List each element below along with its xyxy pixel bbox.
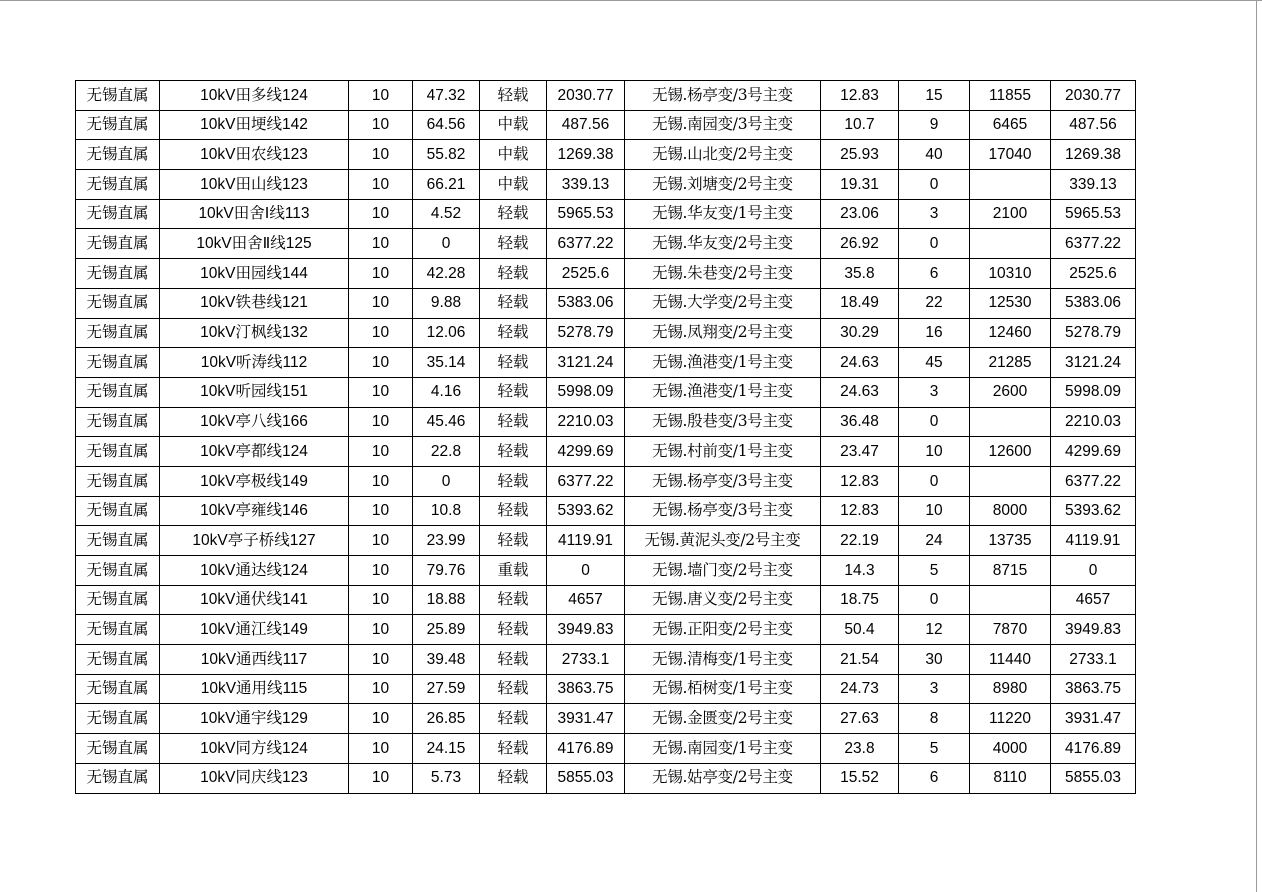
load-rate-cell: 55.82 <box>413 140 480 170</box>
transformer-load-rate-cell: 12.83 <box>821 81 899 111</box>
load-status-cell: 轻载 <box>480 466 547 496</box>
count-cell: 22 <box>899 288 970 318</box>
remaining-capacity-cell: 2733.1 <box>1051 645 1136 675</box>
count-cell: 12 <box>899 615 970 645</box>
transformer-load-rate-cell: 25.93 <box>821 140 899 170</box>
load-rate-cell: 42.28 <box>413 259 480 289</box>
load-status-cell: 轻载 <box>480 615 547 645</box>
load-rate-cell: 22.8 <box>413 437 480 467</box>
capacity-cell <box>970 229 1051 259</box>
available-capacity-cell: 5393.62 <box>547 496 625 526</box>
feeder-line-cell: 10kV同庆线123 <box>160 763 349 793</box>
load-status-cell: 轻载 <box>480 496 547 526</box>
feeder-line-cell: 10kV听园线151 <box>160 377 349 407</box>
feeder-line-cell: 10kV汀枫线132 <box>160 318 349 348</box>
count-cell: 9 <box>899 110 970 140</box>
unit-cell: 无锡直属 <box>76 763 160 793</box>
load-status-cell: 轻载 <box>480 259 547 289</box>
count-cell: 5 <box>899 734 970 764</box>
table-row <box>76 615 1136 645</box>
table-row <box>76 526 1136 556</box>
feeder-line-cell: 10kV通伏线141 <box>160 585 349 615</box>
available-capacity-cell: 4119.91 <box>547 526 625 556</box>
capacity-cell: 10310 <box>970 259 1051 289</box>
available-capacity-cell: 1269.38 <box>547 140 625 170</box>
count-cell: 40 <box>899 140 970 170</box>
capacity-cell: 8715 <box>970 556 1051 586</box>
unit-cell: 无锡直属 <box>76 140 160 170</box>
voltage-cell: 10 <box>349 140 413 170</box>
table-row <box>76 704 1136 734</box>
load-rate-cell: 4.52 <box>413 199 480 229</box>
transformer-load-rate-cell: 19.31 <box>821 170 899 200</box>
load-rate-cell: 5.73 <box>413 763 480 793</box>
count-cell: 3 <box>899 377 970 407</box>
voltage-cell: 10 <box>349 407 413 437</box>
remaining-capacity-cell: 6377.22 <box>1051 229 1136 259</box>
transformer-load-rate-cell: 50.4 <box>821 615 899 645</box>
voltage-cell: 10 <box>349 734 413 764</box>
remaining-capacity-cell: 339.13 <box>1051 170 1136 200</box>
available-capacity-cell: 3863.75 <box>547 674 625 704</box>
count-cell: 0 <box>899 170 970 200</box>
capacity-cell: 11855 <box>970 81 1051 111</box>
voltage-cell: 10 <box>349 585 413 615</box>
table-row <box>76 407 1136 437</box>
capacity-cell: 2600 <box>970 377 1051 407</box>
remaining-capacity-cell: 487.56 <box>1051 110 1136 140</box>
load-rate-cell: 24.15 <box>413 734 480 764</box>
transformer-load-rate-cell: 12.83 <box>821 496 899 526</box>
available-capacity-cell: 0 <box>547 556 625 586</box>
load-status-cell: 轻载 <box>480 288 547 318</box>
capacity-cell: 11220 <box>970 704 1051 734</box>
capacity-cell: 8000 <box>970 496 1051 526</box>
voltage-cell: 10 <box>349 81 413 111</box>
substation-transformer-cell: 无锡.华友变/1号主变 <box>625 199 821 229</box>
voltage-cell: 10 <box>349 348 413 378</box>
table-row <box>76 377 1136 407</box>
voltage-cell: 10 <box>349 229 413 259</box>
load-status-cell: 轻载 <box>480 526 547 556</box>
unit-cell: 无锡直属 <box>76 110 160 140</box>
load-rate-cell: 64.56 <box>413 110 480 140</box>
voltage-cell: 10 <box>349 496 413 526</box>
remaining-capacity-cell: 1269.38 <box>1051 140 1136 170</box>
transformer-load-rate-cell: 27.63 <box>821 704 899 734</box>
transformer-load-rate-cell: 12.83 <box>821 466 899 496</box>
load-status-cell: 轻载 <box>480 318 547 348</box>
feeder-load-table <box>75 80 1136 794</box>
unit-cell: 无锡直属 <box>76 556 160 586</box>
capacity-cell: 8110 <box>970 763 1051 793</box>
unit-cell: 无锡直属 <box>76 229 160 259</box>
load-rate-cell: 66.21 <box>413 170 480 200</box>
substation-transformer-cell: 无锡.殷巷变/3号主变 <box>625 407 821 437</box>
feeder-line-cell: 10kV铁巷线121 <box>160 288 349 318</box>
load-status-cell: 轻载 <box>480 377 547 407</box>
remaining-capacity-cell: 5383.06 <box>1051 288 1136 318</box>
table-row <box>76 556 1136 586</box>
load-rate-cell: 18.88 <box>413 585 480 615</box>
transformer-load-rate-cell: 18.49 <box>821 288 899 318</box>
load-rate-cell: 27.59 <box>413 674 480 704</box>
transformer-load-rate-cell: 23.47 <box>821 437 899 467</box>
capacity-cell: 12530 <box>970 288 1051 318</box>
available-capacity-cell: 6377.22 <box>547 466 625 496</box>
count-cell: 3 <box>899 199 970 229</box>
feeder-line-cell: 10kV通江线149 <box>160 615 349 645</box>
unit-cell: 无锡直属 <box>76 466 160 496</box>
capacity-cell: 6465 <box>970 110 1051 140</box>
unit-cell: 无锡直属 <box>76 645 160 675</box>
voltage-cell: 10 <box>349 556 413 586</box>
available-capacity-cell: 4299.69 <box>547 437 625 467</box>
feeder-line-cell: 10kV田农线123 <box>160 140 349 170</box>
voltage-cell: 10 <box>349 170 413 200</box>
capacity-cell: 2100 <box>970 199 1051 229</box>
available-capacity-cell: 487.56 <box>547 110 625 140</box>
count-cell: 3 <box>899 674 970 704</box>
feeder-line-cell: 10kV田舍Ⅱ线125 <box>160 229 349 259</box>
transformer-load-rate-cell: 10.7 <box>821 110 899 140</box>
count-cell: 30 <box>899 645 970 675</box>
feeder-line-cell: 10kV田埂线142 <box>160 110 349 140</box>
available-capacity-cell: 5855.03 <box>547 763 625 793</box>
count-cell: 45 <box>899 348 970 378</box>
feeder-line-cell: 10kV亭都线124 <box>160 437 349 467</box>
voltage-cell: 10 <box>349 645 413 675</box>
feeder-line-cell: 10kV田舍Ⅰ线113 <box>160 199 349 229</box>
load-status-cell: 轻载 <box>480 645 547 675</box>
unit-cell: 无锡直属 <box>76 199 160 229</box>
load-status-cell: 轻载 <box>480 763 547 793</box>
load-status-cell: 轻载 <box>480 704 547 734</box>
load-rate-cell: 45.46 <box>413 407 480 437</box>
table-row <box>76 110 1136 140</box>
voltage-cell: 10 <box>349 259 413 289</box>
unit-cell: 无锡直属 <box>76 288 160 318</box>
remaining-capacity-cell: 6377.22 <box>1051 466 1136 496</box>
unit-cell: 无锡直属 <box>76 259 160 289</box>
capacity-cell: 13735 <box>970 526 1051 556</box>
load-status-cell: 重载 <box>480 556 547 586</box>
substation-transformer-cell: 无锡.姑亭变/2号主变 <box>625 763 821 793</box>
load-status-cell: 中载 <box>480 170 547 200</box>
remaining-capacity-cell: 2030.77 <box>1051 81 1136 111</box>
available-capacity-cell: 5965.53 <box>547 199 625 229</box>
load-status-cell: 轻载 <box>480 81 547 111</box>
substation-transformer-cell: 无锡.刘塘变/2号主变 <box>625 170 821 200</box>
feeder-line-cell: 10kV田山线123 <box>160 170 349 200</box>
available-capacity-cell: 2733.1 <box>547 645 625 675</box>
count-cell: 0 <box>899 407 970 437</box>
capacity-cell: 12600 <box>970 437 1051 467</box>
table-row <box>76 259 1136 289</box>
table-row <box>76 734 1136 764</box>
remaining-capacity-cell: 4176.89 <box>1051 734 1136 764</box>
substation-transformer-cell: 无锡.南园变/1号主变 <box>625 734 821 764</box>
remaining-capacity-cell: 4657 <box>1051 585 1136 615</box>
substation-transformer-cell: 无锡.墙门变/2号主变 <box>625 556 821 586</box>
load-rate-cell: 35.14 <box>413 348 480 378</box>
available-capacity-cell: 4176.89 <box>547 734 625 764</box>
load-rate-cell: 12.06 <box>413 318 480 348</box>
transformer-load-rate-cell: 24.63 <box>821 377 899 407</box>
unit-cell: 无锡直属 <box>76 615 160 645</box>
capacity-cell <box>970 170 1051 200</box>
page-top-border <box>0 0 1262 1</box>
unit-cell: 无锡直属 <box>76 437 160 467</box>
table-row <box>76 199 1136 229</box>
count-cell: 0 <box>899 585 970 615</box>
transformer-load-rate-cell: 22.19 <box>821 526 899 556</box>
load-status-cell: 中载 <box>480 140 547 170</box>
capacity-cell: 12460 <box>970 318 1051 348</box>
unit-cell: 无锡直属 <box>76 704 160 734</box>
feeder-line-cell: 10kV听涛线112 <box>160 348 349 378</box>
count-cell: 16 <box>899 318 970 348</box>
capacity-cell <box>970 407 1051 437</box>
capacity-cell: 4000 <box>970 734 1051 764</box>
table-row <box>76 496 1136 526</box>
feeder-line-cell: 10kV通宇线129 <box>160 704 349 734</box>
remaining-capacity-cell: 3863.75 <box>1051 674 1136 704</box>
load-status-cell: 轻载 <box>480 199 547 229</box>
load-rate-cell: 10.8 <box>413 496 480 526</box>
substation-transformer-cell: 无锡.唐义变/2号主变 <box>625 585 821 615</box>
load-rate-cell: 9.88 <box>413 288 480 318</box>
available-capacity-cell: 3931.47 <box>547 704 625 734</box>
substation-transformer-cell: 无锡.栢树变/1号主变 <box>625 674 821 704</box>
count-cell: 15 <box>899 81 970 111</box>
remaining-capacity-cell: 3121.24 <box>1051 348 1136 378</box>
voltage-cell: 10 <box>349 377 413 407</box>
table-row <box>76 140 1136 170</box>
substation-transformer-cell: 无锡.大学变/2号主变 <box>625 288 821 318</box>
unit-cell: 无锡直属 <box>76 318 160 348</box>
remaining-capacity-cell: 0 <box>1051 556 1136 586</box>
voltage-cell: 10 <box>349 704 413 734</box>
voltage-cell: 10 <box>349 288 413 318</box>
feeder-line-cell: 10kV田园线144 <box>160 259 349 289</box>
transformer-load-rate-cell: 23.8 <box>821 734 899 764</box>
transformer-load-rate-cell: 21.54 <box>821 645 899 675</box>
available-capacity-cell: 6377.22 <box>547 229 625 259</box>
count-cell: 0 <box>899 229 970 259</box>
load-status-cell: 中载 <box>480 110 547 140</box>
table-row <box>76 763 1136 793</box>
count-cell: 0 <box>899 466 970 496</box>
table-body <box>76 81 1136 794</box>
substation-transformer-cell: 无锡.清梅变/1号主变 <box>625 645 821 675</box>
voltage-cell: 10 <box>349 674 413 704</box>
table-row <box>76 81 1136 111</box>
remaining-capacity-cell: 3931.47 <box>1051 704 1136 734</box>
capacity-cell <box>970 466 1051 496</box>
feeder-line-cell: 10kV通达线124 <box>160 556 349 586</box>
transformer-load-rate-cell: 18.75 <box>821 585 899 615</box>
load-status-cell: 轻载 <box>480 674 547 704</box>
substation-transformer-cell: 无锡.南园变/3号主变 <box>625 110 821 140</box>
unit-cell: 无锡直属 <box>76 585 160 615</box>
table-row <box>76 288 1136 318</box>
load-status-cell: 轻载 <box>480 407 547 437</box>
feeder-line-cell: 10kV田多线124 <box>160 81 349 111</box>
unit-cell: 无锡直属 <box>76 377 160 407</box>
count-cell: 6 <box>899 259 970 289</box>
available-capacity-cell: 2525.6 <box>547 259 625 289</box>
load-rate-cell: 39.48 <box>413 645 480 675</box>
unit-cell: 无锡直属 <box>76 407 160 437</box>
table-row <box>76 318 1136 348</box>
unit-cell: 无锡直属 <box>76 348 160 378</box>
load-status-cell: 轻载 <box>480 348 547 378</box>
capacity-cell: 7870 <box>970 615 1051 645</box>
voltage-cell: 10 <box>349 526 413 556</box>
substation-transformer-cell: 无锡.金匮变/2号主变 <box>625 704 821 734</box>
table-row <box>76 466 1136 496</box>
feeder-line-cell: 10kV亭子桥线127 <box>160 526 349 556</box>
unit-cell: 无锡直属 <box>76 496 160 526</box>
capacity-cell: 21285 <box>970 348 1051 378</box>
count-cell: 24 <box>899 526 970 556</box>
voltage-cell: 10 <box>349 110 413 140</box>
capacity-cell: 17040 <box>970 140 1051 170</box>
available-capacity-cell: 5383.06 <box>547 288 625 318</box>
voltage-cell: 10 <box>349 615 413 645</box>
table-row <box>76 674 1136 704</box>
available-capacity-cell: 5278.79 <box>547 318 625 348</box>
substation-transformer-cell: 无锡.正阳变/2号主变 <box>625 615 821 645</box>
voltage-cell: 10 <box>349 318 413 348</box>
voltage-cell: 10 <box>349 437 413 467</box>
count-cell: 5 <box>899 556 970 586</box>
transformer-load-rate-cell: 24.73 <box>821 674 899 704</box>
substation-transformer-cell: 无锡.杨亭变/3号主变 <box>625 496 821 526</box>
unit-cell: 无锡直属 <box>76 526 160 556</box>
remaining-capacity-cell: 5965.53 <box>1051 199 1136 229</box>
load-rate-cell: 25.89 <box>413 615 480 645</box>
load-status-cell: 轻载 <box>480 585 547 615</box>
load-status-cell: 轻载 <box>480 734 547 764</box>
count-cell: 8 <box>899 704 970 734</box>
unit-cell: 无锡直属 <box>76 170 160 200</box>
count-cell: 10 <box>899 496 970 526</box>
remaining-capacity-cell: 2525.6 <box>1051 259 1136 289</box>
remaining-capacity-cell: 4299.69 <box>1051 437 1136 467</box>
capacity-cell: 8980 <box>970 674 1051 704</box>
transformer-load-rate-cell: 26.92 <box>821 229 899 259</box>
remaining-capacity-cell: 5278.79 <box>1051 318 1136 348</box>
available-capacity-cell: 5998.09 <box>547 377 625 407</box>
remaining-capacity-cell: 4119.91 <box>1051 526 1136 556</box>
load-rate-cell: 0 <box>413 229 480 259</box>
feeder-line-cell: 10kV同方线124 <box>160 734 349 764</box>
capacity-cell: 11440 <box>970 645 1051 675</box>
unit-cell: 无锡直属 <box>76 734 160 764</box>
voltage-cell: 10 <box>349 763 413 793</box>
substation-transformer-cell: 无锡.杨亭变/3号主变 <box>625 81 821 111</box>
substation-transformer-cell: 无锡.山北变/2号主变 <box>625 140 821 170</box>
transformer-load-rate-cell: 23.06 <box>821 199 899 229</box>
transformer-load-rate-cell: 14.3 <box>821 556 899 586</box>
feeder-line-cell: 10kV通西线117 <box>160 645 349 675</box>
load-rate-cell: 79.76 <box>413 556 480 586</box>
feeder-line-cell: 10kV亭八线166 <box>160 407 349 437</box>
available-capacity-cell: 4657 <box>547 585 625 615</box>
feeder-line-cell: 10kV亭极线149 <box>160 466 349 496</box>
remaining-capacity-cell: 3949.83 <box>1051 615 1136 645</box>
remaining-capacity-cell: 2210.03 <box>1051 407 1136 437</box>
feeder-line-cell: 10kV亭雍线146 <box>160 496 349 526</box>
load-status-cell: 轻载 <box>480 437 547 467</box>
remaining-capacity-cell: 5998.09 <box>1051 377 1136 407</box>
substation-transformer-cell: 无锡.朱巷变/2号主变 <box>625 259 821 289</box>
unit-cell: 无锡直属 <box>76 674 160 704</box>
table-row <box>76 437 1136 467</box>
table-row <box>76 229 1136 259</box>
remaining-capacity-cell: 5393.62 <box>1051 496 1136 526</box>
capacity-cell <box>970 585 1051 615</box>
table-row <box>76 348 1136 378</box>
voltage-cell: 10 <box>349 466 413 496</box>
substation-transformer-cell: 无锡.渔港变/1号主变 <box>625 348 821 378</box>
available-capacity-cell: 339.13 <box>547 170 625 200</box>
transformer-load-rate-cell: 36.48 <box>821 407 899 437</box>
page-right-border <box>1256 0 1257 892</box>
table-row <box>76 170 1136 200</box>
remaining-capacity-cell: 5855.03 <box>1051 763 1136 793</box>
load-rate-cell: 4.16 <box>413 377 480 407</box>
load-status-cell: 轻载 <box>480 229 547 259</box>
count-cell: 6 <box>899 763 970 793</box>
feeder-line-cell: 10kV通用线115 <box>160 674 349 704</box>
available-capacity-cell: 2210.03 <box>547 407 625 437</box>
substation-transformer-cell: 无锡.凤翔变/2号主变 <box>625 318 821 348</box>
transformer-load-rate-cell: 24.63 <box>821 348 899 378</box>
substation-transformer-cell: 无锡.村前变/1号主变 <box>625 437 821 467</box>
substation-transformer-cell: 无锡.渔港变/1号主变 <box>625 377 821 407</box>
transformer-load-rate-cell: 35.8 <box>821 259 899 289</box>
available-capacity-cell: 3949.83 <box>547 615 625 645</box>
substation-transformer-cell: 无锡.杨亭变/3号主变 <box>625 466 821 496</box>
count-cell: 10 <box>899 437 970 467</box>
transformer-load-rate-cell: 15.52 <box>821 763 899 793</box>
load-rate-cell: 23.99 <box>413 526 480 556</box>
transformer-load-rate-cell: 30.29 <box>821 318 899 348</box>
load-rate-cell: 47.32 <box>413 81 480 111</box>
available-capacity-cell: 3121.24 <box>547 348 625 378</box>
table-row <box>76 585 1136 615</box>
load-rate-cell: 0 <box>413 466 480 496</box>
available-capacity-cell: 2030.77 <box>547 81 625 111</box>
load-rate-cell: 26.85 <box>413 704 480 734</box>
substation-transformer-cell: 无锡.黄泥头变/2号主变 <box>625 526 821 556</box>
table-row <box>76 645 1136 675</box>
substation-transformer-cell: 无锡.华友变/2号主变 <box>625 229 821 259</box>
voltage-cell: 10 <box>349 199 413 229</box>
unit-cell: 无锡直属 <box>76 81 160 111</box>
